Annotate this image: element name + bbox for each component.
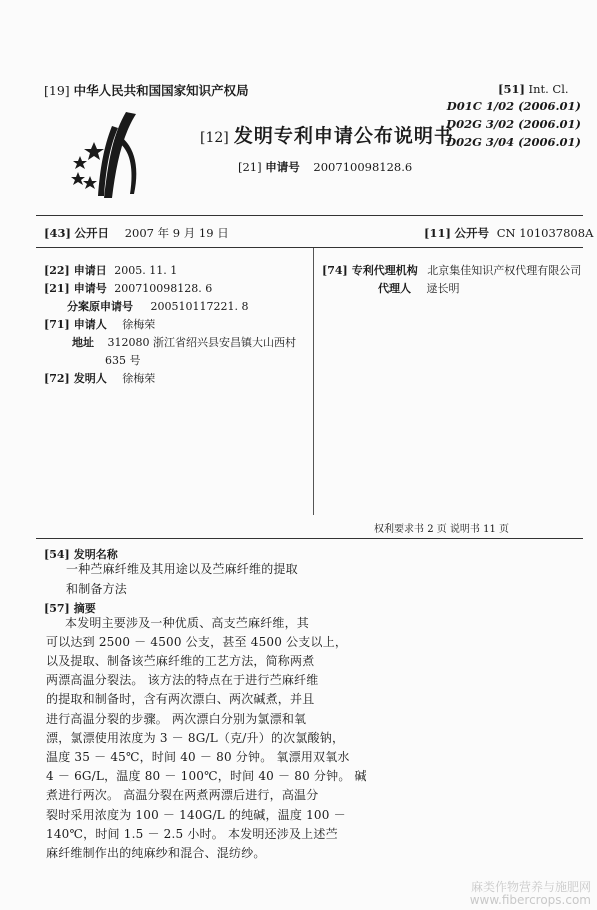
office-name (44, 81, 249, 99)
abstract-line: 裂时采用浓度为 100 － 140G/L 的纯碱，温度 100 － (46, 808, 346, 822)
rule-pub (36, 247, 583, 248)
applicant: [71] 申请人 徐梅荣 (44, 318, 156, 331)
application-number: [21] 申请号 200710098128.6 (238, 160, 413, 174)
pages-note: 权利要求书 2 页 说明书 11 页 (374, 524, 509, 535)
abstract-line: 两漂高温分裂法。 该方法的特点在于进行苎麻纤维 (46, 673, 319, 687)
patent-agency: [74] 专利代理机构 北京集佳知识产权代理有限公司 (322, 264, 582, 277)
abstract-heading: [57] 摘要 (44, 602, 96, 615)
abstract-line: 麻纤维制作出的纯麻纱和混合、混纺纱。 (46, 846, 266, 860)
abstract-line: 本发明主要涉及一种优质、高支苎麻纤维，其 (65, 616, 310, 630)
address-line2: 635 号 (105, 354, 141, 367)
abstract-line: 煮进行两次。 高温分裂在两煮两漂后进行，高温分 (46, 788, 319, 802)
invention-title-heading: [54] 发明名称 (44, 548, 118, 561)
inventor: [72] 发明人 徐梅荣 (44, 372, 156, 385)
abstract-line: 4 － 6G/L，温度 80 － 100℃，时间 40 － 80 分钟。 碱 (46, 769, 367, 783)
watermark-line1: 麻类作物营养与施肥网 (470, 880, 591, 894)
abstract-line: 以及提取、制备该苎麻纤维的工艺方法，简称两煮 (46, 654, 315, 668)
int-cl-heading: [51] Int. Cl. (498, 82, 569, 96)
ipc-class-3: D02G 3/04 (2006.01) (446, 135, 581, 149)
watermark-line2: www.fibercrops.com (469, 893, 591, 907)
abstract-line: 漂，氯漂使用浓度为 3 － 8G/L（克/升）的次氯酸钠， (46, 731, 345, 745)
appno-field: [21] 申请号 200710098128. 6 (44, 282, 213, 295)
filing-date: [22] 申请日 2005. 11. 1 (44, 264, 178, 277)
address: 地址 312080 浙江省绍兴县安昌镇大山西村 (72, 336, 296, 349)
rule-mid (36, 538, 583, 539)
office-label: 中华人民共和国国家知识产权局 (73, 83, 249, 98)
code-19: [19] (44, 83, 70, 98)
parent-application: 分案原申请号 200510117221. 8 (67, 300, 249, 313)
invention-title-line2: 和制备方法 (66, 582, 128, 596)
ipc-class-1: D01C 1/02 (2006.01) (446, 99, 581, 113)
abstract-line: 140℃，时间 1.5 － 2.5 小时。 本发明还涉及上述苎 (46, 827, 338, 841)
rule-top (36, 215, 583, 216)
emblem-stars-icon (64, 106, 152, 204)
invention-title-line1: 一种苎麻纤维及其用途以及苎麻纤维的提取 (66, 562, 298, 576)
publication-number: [11] 公开号 CN 101037808A (424, 226, 594, 240)
publication-date: [43] 公开日 2007 年 9 月 19 日 (44, 226, 229, 240)
abstract-line: 可以达到 2500 － 4500 公支，甚至 4500 公支以上， (46, 635, 348, 649)
document-type: [12] 发明专利申请公布说明书 (200, 125, 454, 147)
abstract-line: 的提取和制备时，含有两次漂白、两次碱煮，并且 (46, 692, 315, 706)
patent-agent: 代理人 逯长明 (378, 282, 460, 295)
ipc-class-2: D02G 3/02 (2006.01) (446, 117, 581, 131)
abstract-line: 进行高温分裂的步骤。 两次漂白分别为氯漂和氧 (46, 712, 307, 726)
abstract-line: 温度 35 － 45℃，时间 40 － 80 分钟。 氧漂用双氧水 (46, 750, 350, 764)
column-divider (313, 248, 314, 515)
